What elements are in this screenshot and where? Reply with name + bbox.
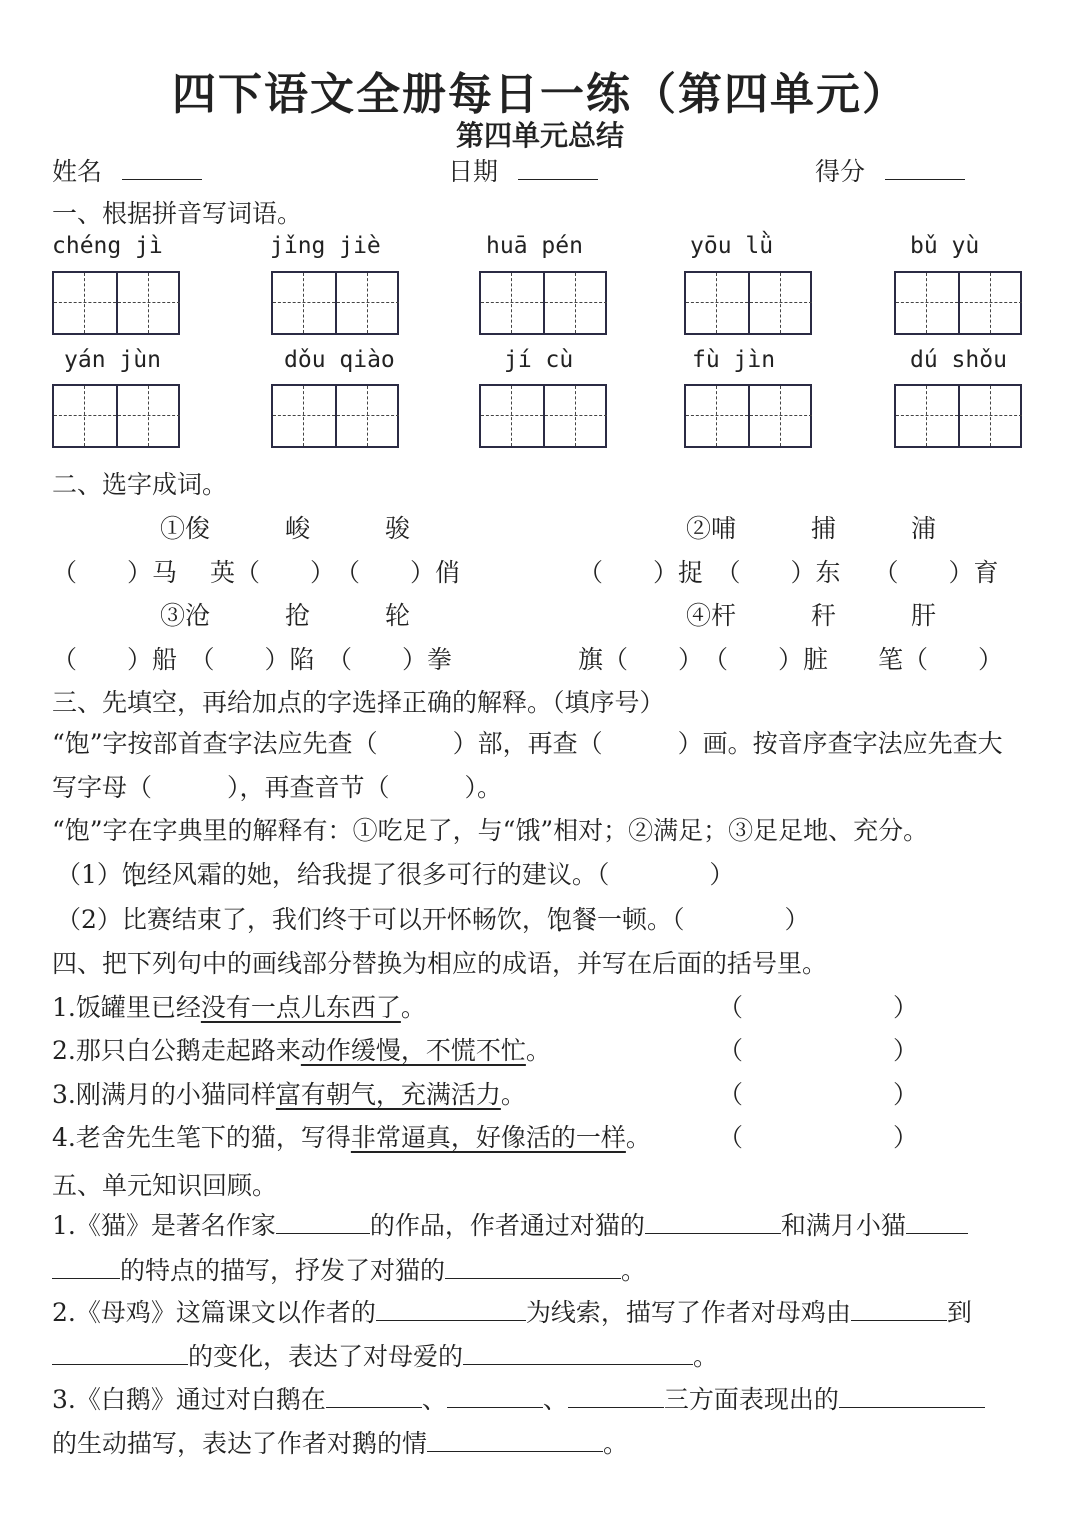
- answer-blank[interactable]: [445, 1256, 621, 1279]
- idiom-item-1: [52, 992, 426, 1024]
- section3-heading: 三、先填空，再给加点的字选择正确的解释。（填序号）: [52, 688, 665, 717]
- q-punct: 。: [693, 1342, 719, 1371]
- fill-row-2b[interactable]: 旗（ ） （ ）脏 笔（ ）: [578, 645, 1004, 674]
- review-q3-line2: [52, 1428, 628, 1460]
- answer-blank[interactable]: [906, 1211, 968, 1234]
- q-punct: 。: [603, 1429, 629, 1458]
- pinyin-10: dú shǒu: [910, 347, 1007, 373]
- pinyin-9: fù jìn: [692, 347, 776, 373]
- score-blank[interactable]: [885, 157, 965, 180]
- item-punct: 。: [625, 1123, 651, 1152]
- item-punct: 。: [525, 1036, 551, 1065]
- score-field: [815, 156, 965, 188]
- char-group-4: ④杆 秆 肝: [686, 601, 937, 630]
- pinyin-7: dǒu qiào: [284, 347, 395, 373]
- dotted-char: 饱: [546, 905, 572, 934]
- date-label: 日期: [448, 157, 499, 186]
- answer-blank[interactable]: [447, 1385, 543, 1408]
- fill-row-1b[interactable]: （ ）捉 （ ）东 （ ）育: [578, 558, 999, 587]
- underlined-phrase: 没有一点儿东西了: [200, 993, 401, 1022]
- item-punct: 。: [500, 1080, 526, 1109]
- section3-question-1[interactable]: [56, 859, 734, 891]
- writing-grid[interactable]: [684, 271, 812, 335]
- pinyin-4: yōu lǜ: [690, 233, 774, 259]
- pinyin-3: huā pén: [486, 233, 583, 259]
- answer-blank[interactable]: [568, 1385, 664, 1408]
- writing-grid[interactable]: [684, 384, 812, 448]
- answer-blank[interactable]: [839, 1385, 985, 1408]
- date-field: [448, 156, 598, 188]
- pinyin-5: bǔ yù: [910, 233, 980, 259]
- answer-blank[interactable]: [463, 1342, 693, 1365]
- section2-heading: 二、选字成词。: [52, 470, 228, 499]
- answer-blank[interactable]: [326, 1385, 422, 1408]
- q-text: 3.《白鹅》通过对白鹅在: [52, 1385, 326, 1414]
- answer-paren-4[interactable]: （ ）: [718, 1123, 919, 1152]
- q-text: 为线索，描写了作者对母鸡由: [525, 1298, 851, 1327]
- fill-row-2a[interactable]: （ ）船 （ ）陷 （ ）拳: [52, 645, 453, 674]
- item-punct: 。: [400, 993, 426, 1022]
- q-text: 的生动描写，表达了作者对鹅的情: [52, 1429, 428, 1458]
- answer-blank[interactable]: [376, 1298, 526, 1321]
- review-q2-line2: [52, 1341, 718, 1373]
- answer-paren-3[interactable]: （ ）: [718, 1080, 919, 1109]
- writing-grid[interactable]: [479, 271, 607, 335]
- page-title: 四下语文全册每日一练（第四单元）: [172, 69, 908, 120]
- answer-blank[interactable]: [427, 1429, 603, 1452]
- review-q1-line1: [52, 1210, 968, 1242]
- pinyin-6: yán jùn: [64, 347, 161, 373]
- section1-heading: 一、根据拼音写词语。: [52, 199, 303, 228]
- answer-blank[interactable]: [851, 1298, 947, 1321]
- item-text: 2.那只白公鹅走起路来: [52, 1036, 301, 1065]
- underlined-phrase: 动作缓慢，不慌不忙: [300, 1036, 526, 1065]
- item-text: 3.刚满月的小猫同样: [52, 1080, 276, 1109]
- section5-heading: 五、单元知识回顾。: [52, 1171, 278, 1200]
- q-text: 到: [946, 1298, 972, 1327]
- answer-paren-1[interactable]: （ ）: [718, 993, 919, 1022]
- fill-row-1a[interactable]: （ ）马 英（ ） （ ）俏: [52, 558, 460, 587]
- underlined-phrase: 非常逼真，好像活的一样: [350, 1123, 626, 1152]
- q-text: 、: [542, 1385, 568, 1414]
- name-field: [52, 156, 202, 188]
- item-text: 1.饭罐里已经: [52, 993, 201, 1022]
- q1-prefix: （1）: [56, 860, 122, 889]
- review-q2-line1: [52, 1297, 972, 1329]
- idiom-item-4: [52, 1122, 651, 1154]
- answer-blank[interactable]: [52, 1342, 188, 1365]
- section3-question-2[interactable]: [56, 904, 809, 936]
- answer-blank[interactable]: [276, 1211, 370, 1234]
- answer-blank[interactable]: [645, 1211, 781, 1234]
- q-text: 的特点的描写，抒发了对猫的: [120, 1256, 446, 1285]
- idiom-item-3: [52, 1079, 526, 1111]
- score-label: 得分: [815, 157, 866, 186]
- item-text: 4.老舍先生笔下的猫，写得: [52, 1123, 351, 1152]
- name-label: 姓名: [52, 157, 103, 186]
- q-text: 三方面表现出的: [663, 1385, 839, 1414]
- review-q1-line2: [52, 1255, 646, 1287]
- q-text: 2.《母鸡》这篇课文以作者的: [52, 1298, 376, 1327]
- q2-text: 餐一顿。（ ）: [571, 905, 810, 934]
- writing-grid[interactable]: [271, 271, 399, 335]
- section3-definitions: “饱”字在字典里的解释有：①吃足了，与“饿”相对；②满足；③足足地、充分。: [52, 816, 929, 845]
- writing-grid[interactable]: [271, 384, 399, 448]
- writing-grid[interactable]: [894, 384, 1022, 448]
- answer-paren-2[interactable]: （ ）: [718, 1036, 919, 1065]
- section3-line1[interactable]: “饱”字按部首查字法应先查（ ）部，再查（ ）画。按音序查字法应先查大: [52, 729, 1003, 758]
- date-blank[interactable]: [518, 157, 598, 180]
- writing-grid[interactable]: [52, 384, 180, 448]
- pinyin-2: jǐng jiè: [270, 233, 381, 259]
- section3-line2[interactable]: 写字母（ ），再查音节（ ）。: [52, 773, 503, 802]
- review-q3-line1: [52, 1384, 985, 1416]
- dotted-char: 饱: [121, 860, 147, 889]
- char-group-3: ③沧 抢 轮: [160, 601, 411, 630]
- page-subtitle: 第四单元总结: [455, 119, 624, 152]
- underlined-phrase: 富有朝气，充满活力: [275, 1080, 501, 1109]
- q-text: 、: [421, 1385, 447, 1414]
- pinyin-8: jí cù: [504, 347, 574, 373]
- answer-blank[interactable]: [52, 1256, 120, 1279]
- idiom-item-2: [52, 1035, 551, 1067]
- q1-text: 经风霜的她，给我提了很多可行的建议。（ ）: [146, 860, 735, 889]
- q-text: 的作品，作者通过对猫的: [369, 1211, 645, 1240]
- writing-grid[interactable]: [52, 271, 180, 335]
- writing-grid[interactable]: [479, 384, 607, 448]
- char-group-2: ②哺 捕 浦: [686, 514, 937, 543]
- q-punct: 。: [621, 1256, 647, 1285]
- char-group-1: ①俊 峻 骏: [160, 514, 411, 543]
- section4-heading: 四、把下列句中的画线部分替换为相应的成语，并写在后面的括号里。: [52, 949, 828, 978]
- q-text: 的变化，表达了对母爱的: [188, 1342, 464, 1371]
- q-text: 和满月小猫: [780, 1211, 906, 1240]
- name-blank[interactable]: [122, 157, 202, 180]
- writing-grid[interactable]: [894, 271, 1022, 335]
- q-text: 1.《猫》是著名作家: [52, 1211, 276, 1240]
- pinyin-1: chéng jì: [52, 233, 163, 259]
- q2-prefix: （2）比赛结束了，我们终于可以开怀畅饮，: [56, 905, 547, 934]
